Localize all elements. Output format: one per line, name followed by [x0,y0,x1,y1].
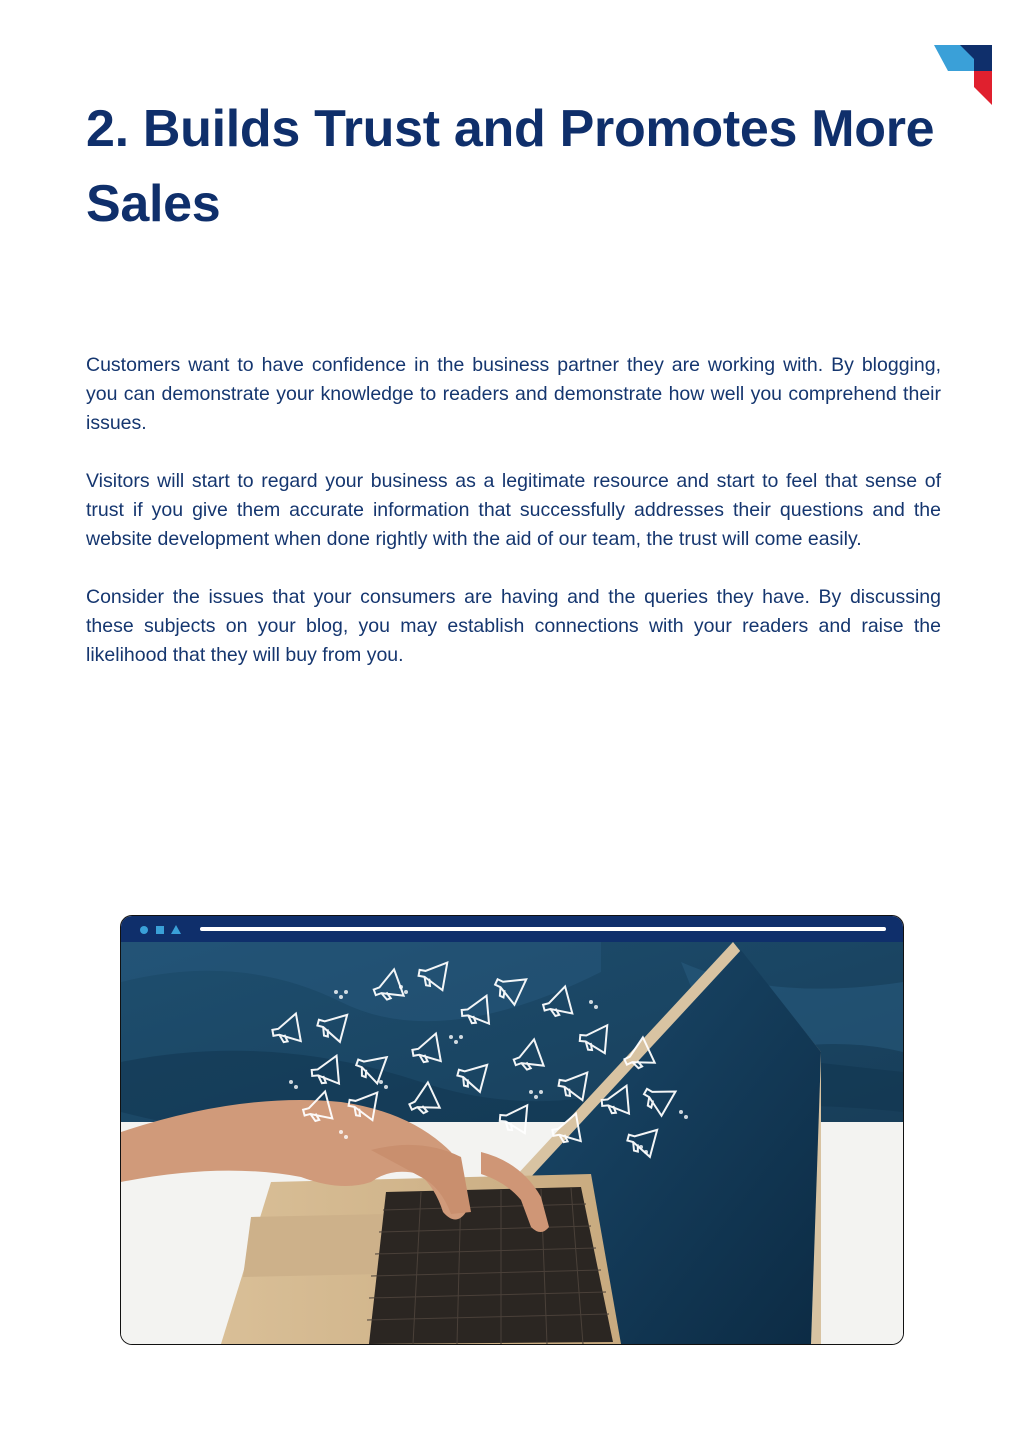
paragraph-3: Consider the issues that your consumers are having and the queries they have. By discussing these subjects on your blog, you may establish connections with your readers and raise the likelihood that they will buy from you. [86,586,941,666]
triangle-icon [171,925,181,934]
browser-bar [121,916,903,942]
illustration-frame [120,915,904,1345]
body-text [86,351,941,699]
page-title: 2. Builds Trust and Promotes More Sales [86,100,935,233]
laptop-marketing-photo [121,942,903,1344]
paragraph-1: Customers want to have confidence in the business partner they are working with. By blogging, you can demonstrate your knowledge to readers and demonstrate how well you comprehend their issues. [86,354,941,434]
square-icon [156,926,164,934]
circle-icon [140,926,148,934]
address-bar-line [200,927,886,931]
paragraph-2: Visitors will start to regard your business as a legitimate resource and start to feel that sense of trust if you give them accurate information that successfully addresses their questions and the website development when done rightly with the aid of our team, the trust will come easily. [86,470,941,550]
